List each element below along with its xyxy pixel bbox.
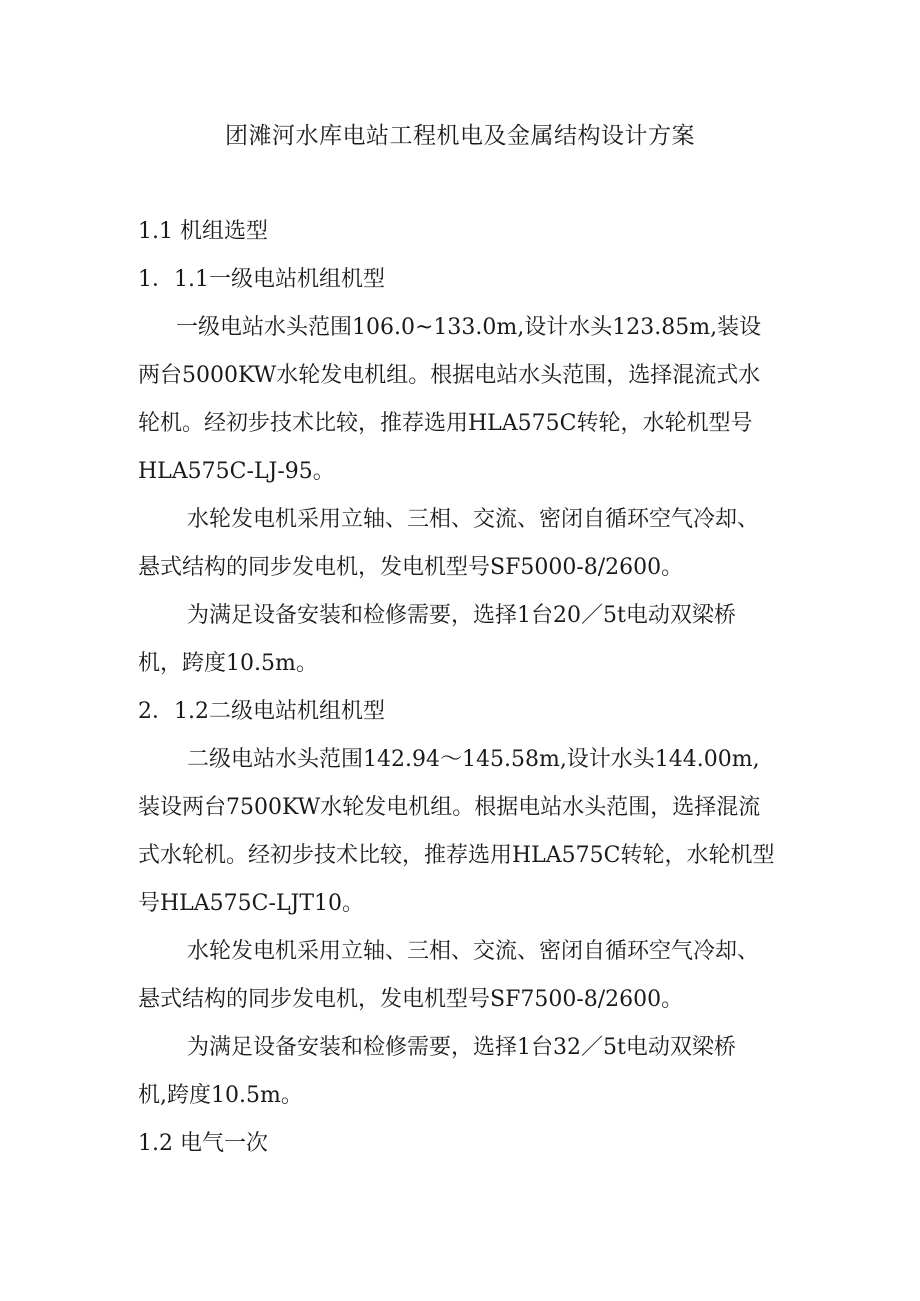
document-title: 团滩河水库电站工程机电及金属结构设计方案 <box>225 123 695 149</box>
paragraph-line: 一级电站水头范围106.0~133.0m,设计水头123.85m,装设 <box>176 315 762 340</box>
paragraph-line: 两台5000KW水轮发电机组。根据电站水头范围，选择混流式水 <box>138 363 761 388</box>
section-heading-1-1: 1.1 机组选型 <box>138 219 268 244</box>
paragraph-line: 水轮发电机采用立轴、三相、交流、密闭自循环空气冷却、 <box>187 507 760 532</box>
subsection-heading-2-1-2: 2．1.2二级电站机组机型 <box>138 699 385 724</box>
section-heading-1-2: 1.2 电气一次 <box>138 1131 268 1156</box>
paragraph-line: 号HLA575C-LJT10。 <box>138 891 365 916</box>
paragraph-line: 机,跨度10.5m。 <box>138 1083 303 1108</box>
paragraph-line: 式水轮机。经初步技术比较，推荐选用HLA575C转轮，水轮机型 <box>138 843 775 868</box>
subsection-heading-1-1-1: 1．1.1一级电站机组机型 <box>138 267 385 292</box>
paragraph-line: 机，跨度10.5m。 <box>138 651 318 676</box>
paragraph-line: 为满足设备安装和检修需要，选择1台20／5t电动双梁桥 <box>187 603 736 628</box>
paragraph-line: HLA575C-LJ-95。 <box>138 459 335 484</box>
paragraph-line: 装设两台7500KW水轮发电机组。根据电站水头范围，选择混流 <box>138 795 761 820</box>
paragraph-line: 轮机。经初步技术比较，推荐选用HLA575C转轮，水轮机型号 <box>138 411 753 436</box>
paragraph-line: 水轮发电机采用立轴、三相、交流、密闭自循环空气冷却、 <box>187 939 760 964</box>
paragraph-line: 为满足设备安装和检修需要，选择1台32／5t电动双梁桥 <box>187 1035 736 1060</box>
paragraph-line: 二级电站水头范围142.94～145.58m,设计水头144.00m, <box>187 747 760 772</box>
paragraph-line: 悬式结构的同步发电机，发电机型号SF5000-8/2600。 <box>138 555 684 580</box>
paragraph-line: 悬式结构的同步发电机，发电机型号SF7500-8/2600。 <box>138 987 684 1012</box>
